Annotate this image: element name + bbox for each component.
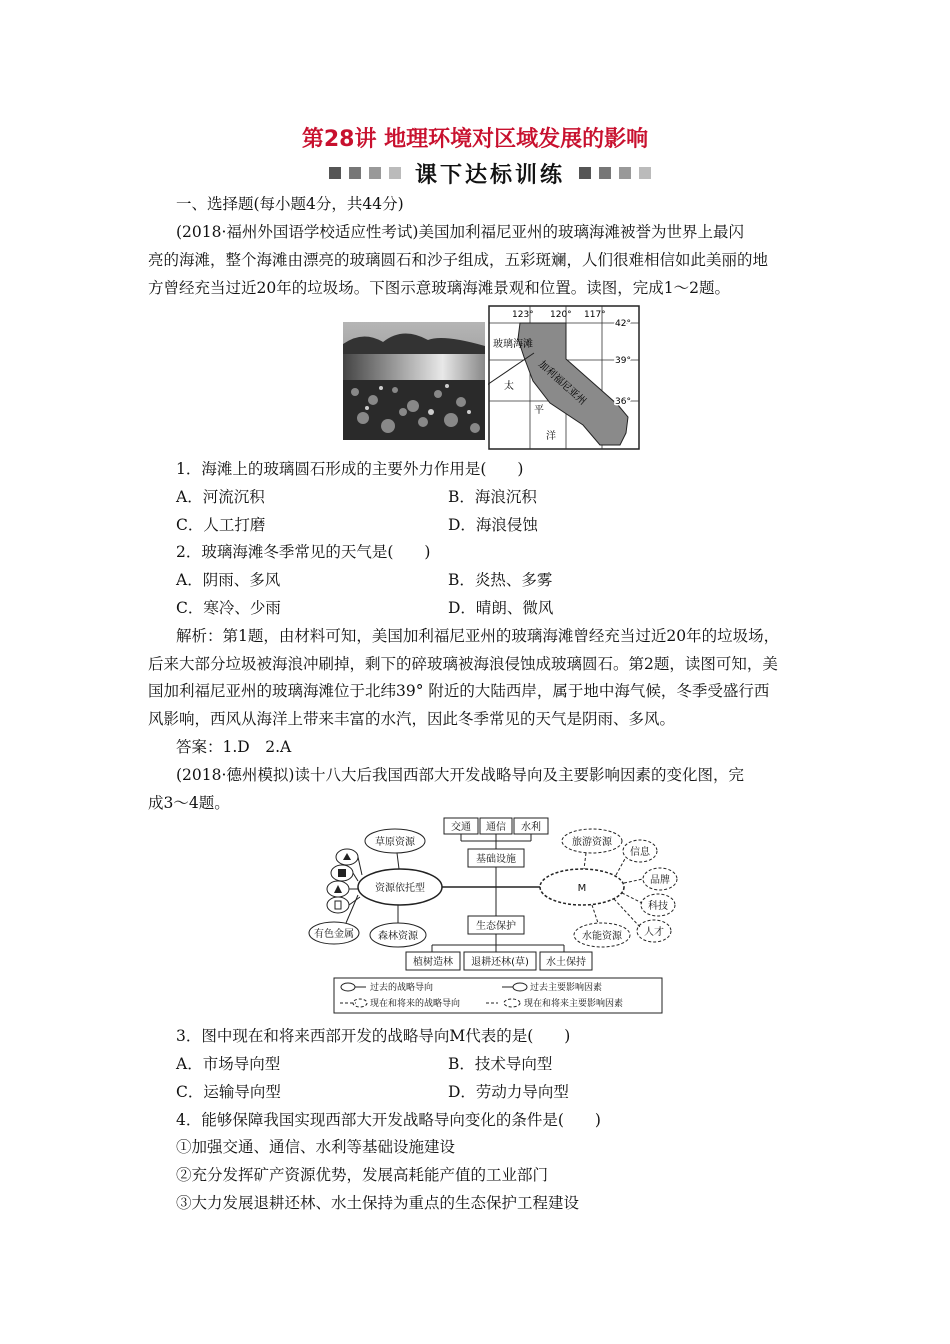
- strategy-diagram: [302, 815, 678, 1015]
- q2-option-c: C．寒冷、少雨: [176, 599, 281, 617]
- nonferrous-metal: 有色金属: [314, 929, 354, 940]
- q3-option-b: B．技术导向型: [448, 1055, 553, 1073]
- q2-stem: 2．玻璃海滩冬季常见的天气是( ): [176, 543, 431, 561]
- lon-label: 123°: [512, 310, 534, 320]
- lon-label: 120°: [550, 310, 572, 320]
- state-label: 加利福尼亚州: [535, 359, 588, 408]
- q4-item: ③大力发展退耕还林、水土保持为重点的生态保护工程建设: [176, 1194, 580, 1212]
- analysis-line: 国加利福尼亚州的玻璃海滩位于北纬39° 附近的大陆西岸，属于地中海气候，冬季受盛行西: [148, 682, 770, 700]
- forest-resource: 森林资源: [378, 931, 418, 942]
- banner-square-icon: [369, 167, 381, 179]
- soil-conservation: 水土保持: [546, 957, 586, 968]
- info-label: 信息: [630, 847, 650, 858]
- banner-square-icon: [389, 167, 401, 179]
- tech-label: 科技: [648, 901, 668, 912]
- infra-label: 基础设施: [476, 854, 516, 865]
- q4-item: ②充分发挥矿产资源优势，发展高耗能产值的工业部门: [176, 1166, 549, 1184]
- q3-option-a: A．市场导向型: [176, 1055, 281, 1073]
- infra-water: 水利: [521, 822, 541, 833]
- m-label: M: [577, 883, 587, 894]
- q1-stem: 1．海滩上的玻璃圆石形成的主要外力作用是( ): [176, 460, 524, 478]
- q4-item: ①加强交通、通信、水利等基础设施建设: [176, 1138, 456, 1156]
- legend-item: 现在和将来的战略导向: [370, 999, 461, 1009]
- q3-option-d: D．劳动力导向型: [448, 1083, 569, 1101]
- banner-square-icon: [579, 167, 591, 179]
- lat-label: 36°: [615, 397, 631, 407]
- ocean-label: 太: [504, 381, 514, 392]
- tourism-resource: 旅游资源: [572, 837, 612, 848]
- q1-option-b: B．海浪沉积: [448, 488, 537, 506]
- hydro-resource: 水能资源: [582, 931, 622, 942]
- resource-based: 资源依托型: [375, 883, 425, 894]
- grain-to-green: 退耕还林(草): [471, 957, 529, 968]
- banner-square-icon: [639, 167, 651, 179]
- legend-item: 现在和将来主要影响因素: [524, 999, 624, 1009]
- banner-square-icon: [329, 167, 341, 179]
- answer: 答案：1.D 2.A: [176, 738, 292, 756]
- banner-square-icon: [599, 167, 611, 179]
- glass-beach-photo: [343, 322, 485, 440]
- infra-transport: 交通: [451, 822, 471, 833]
- q3-stem: 3．图中现在和将来西部开发的战略导向M代表的是( ): [176, 1027, 571, 1045]
- ocean-label: 平: [534, 405, 544, 416]
- eco-protection: 生态保护: [476, 921, 516, 932]
- section-heading: 一、选择题(每小题4分，共44分): [176, 195, 404, 213]
- section-banner: [300, 158, 680, 188]
- intro2-line: (2018·德州模拟)读十八大后我国西部大开发战略导向及主要影响因素的变化图，完: [176, 766, 744, 784]
- square-icon: [338, 869, 346, 877]
- q2-option-a: A．阴雨、多风: [176, 571, 281, 589]
- lon-label: 117°: [584, 310, 606, 320]
- ocean-label: 洋: [546, 431, 556, 442]
- talent-label: 人才: [644, 927, 664, 938]
- grass-resource: 草原资源: [375, 837, 415, 848]
- legend-item: 过去的战略导向: [370, 983, 434, 993]
- intro2-line: 成3～4题。: [148, 794, 230, 812]
- lat-label: 42°: [615, 319, 631, 329]
- legend-item: 过去主要影响因素: [530, 983, 603, 993]
- q1-option-c: C．人工打磨: [176, 516, 266, 534]
- q1-option-a: A．河流沉积: [176, 488, 265, 506]
- q1-option-d: D．海浪侵蚀: [448, 516, 538, 534]
- banner-square-icon: [619, 167, 631, 179]
- analysis-line: 解析：第1题，由材料可知，美国加利福尼亚州的玻璃海滩曾经充当过近20年的垃圾场，: [176, 627, 780, 645]
- intro1-line: 方曾经充当过近20年的垃圾场。下图示意玻璃海滩景观和位置。读图，完成1～2题。: [148, 279, 730, 297]
- q4-stem: 4．能够保障我国实现西部大开发战略导向变化的条件是( ): [176, 1111, 601, 1129]
- banner-square-icon: [349, 167, 361, 179]
- brand-label: 品牌: [650, 875, 670, 886]
- banner-text: 课下达标训练: [414, 162, 565, 188]
- infra-telecom: 通信: [486, 822, 506, 833]
- beach-label: 玻璃海滩: [493, 339, 533, 350]
- q3-option-c: C．运输导向型: [176, 1083, 281, 1101]
- page-title: 第28讲 地理环境对区域发展的影响: [301, 127, 649, 152]
- intro1-line: (2018·福州外国语学校适应性考试)美国加利福尼亚州的玻璃海滩被誉为世界上最闪: [176, 223, 744, 241]
- lat-label: 39°: [615, 356, 631, 366]
- afforestation: 植树造林: [413, 957, 453, 968]
- intro1-line: 亮的海滩，整个海滩由漂亮的玻璃圆石和沙子组成，五彩斑斓，人们很难相信如此美丽的地: [148, 251, 769, 269]
- q2-option-b: B．炎热、多雾: [448, 571, 553, 589]
- california-map: [488, 305, 643, 451]
- q2-option-d: D．晴朗、微风: [448, 599, 554, 617]
- analysis-line: 后来大部分垃圾被海浪冲刷掉，剩下的碎玻璃被海浪侵蚀成玻璃圆石。第2题，读图可知，美: [148, 655, 778, 673]
- analysis-line: 风影响，西风从海洋上带来丰富的水汽，因此冬季常见的天气是阴雨、多风。: [148, 710, 676, 728]
